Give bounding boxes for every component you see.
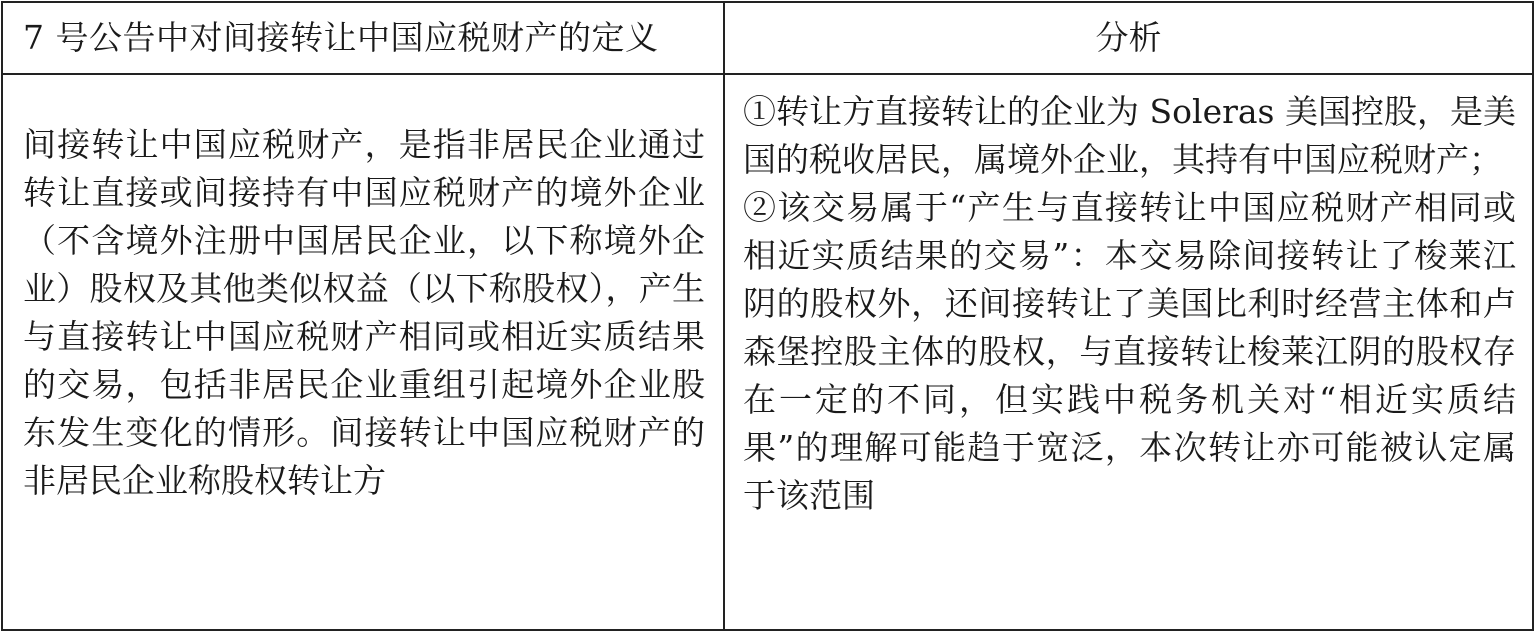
analysis-point-1: ①转让方直接转让的企业为 Soleras 美国控股，是美国的税收居民，属境外企业，其持有中国应税财产； — [743, 92, 1516, 179]
definition-cell — [2, 74, 724, 630]
table-header-row — [2, 2, 1533, 74]
table-row — [2, 74, 1533, 630]
definition-text: 间接转让中国应税财产，是指非居民企业通过转让直接或间接持有中国应税财产的境外企业（不含境外注册中国居民企业，以下称境外企业）股权及其他类似权益（以下称股权），产生与直接转让中国应税财产相同或相近实质结果的交易，包括非居民企业重组引起境外企业股东发生变化的情形。间接转让中国应税财产的非居民企业称股权转让方 — [23, 125, 705, 500]
definition-analysis-table — [1, 1, 1534, 631]
header-analysis: 分析 — [724, 2, 1533, 74]
analysis-cell — [724, 74, 1533, 630]
header-definition: 7 号公告中对间接转让中国应税财产的定义 — [2, 2, 724, 74]
analysis-point-2: ②该交易属于“产生与直接转让中国应税财产相同或相近实质结果的交易”：本交易除间接转让了梭莱江阴的股权外，还间接转让了美国比利时经营主体和卢森堡控股主体的股权，与直接转让梭莱江阴的股权存在一定的不同，但实践中税务机关对“相近实质结果”的理解可能趋于宽泛，本次转让亦可能被认定属于该范围 — [743, 188, 1516, 515]
